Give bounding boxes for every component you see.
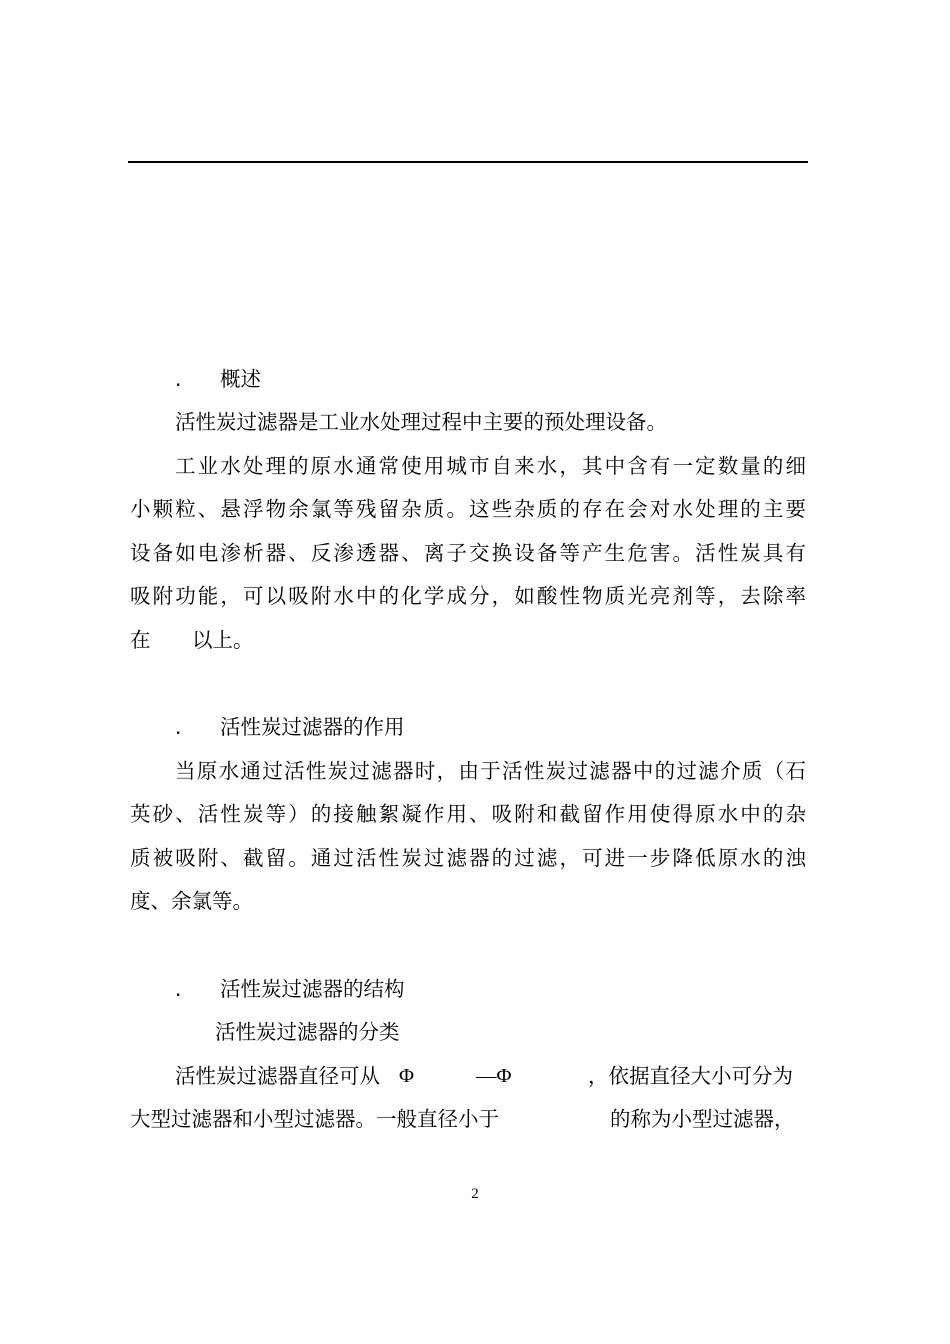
section-2-paragraph-line-4: 度、余氯等。 (130, 889, 253, 913)
section-3-line-2b: 的称为小型过滤器， (610, 1107, 795, 1131)
section-1-paragraph-2-line-5b: 以上。 (192, 628, 254, 652)
section-1-marker: . (175, 367, 182, 391)
section-2-marker: . (175, 715, 182, 739)
section-1-paragraph-2-line-4: 吸附功能，可以吸附水中的化学成分，如酸性物质光亮剂等，去除率 (130, 584, 806, 608)
section-3-marker: . (175, 977, 182, 1001)
section-3-heading: 活性炭过滤器的结构 (220, 977, 405, 1001)
section-1-paragraph-2-line-2: 小颗粒、悬浮物余氯等残留杂质。这些杂质的存在会对水处理的主要 (130, 497, 806, 521)
page-number: 2 (471, 1186, 479, 1202)
section-2-paragraph-line-2: 英砂、活性炭等）的接触絮凝作用、吸附和截留作用使得原水中的杂 (130, 802, 806, 826)
section-3-subheading: 活性炭过滤器的分类 (215, 1020, 400, 1044)
section-3-line-2a: 大型过滤器和小型过滤器。一般直径小于 (130, 1107, 499, 1131)
section-1-paragraph-2-line-3: 设备如电渗析器、反渗透器、离子交换设备等产生危害。活性炭具有 (130, 541, 806, 565)
section-3-line-1a: 活性炭过滤器直径可从 (175, 1064, 380, 1088)
section-2-paragraph-line-1: 当原水通过活性炭过滤器时，由于活性炭过滤器中的过滤介质（石 (175, 759, 806, 783)
section-1-paragraph-1: 活性炭过滤器是工业水处理过程中主要的预处理设备。 (175, 410, 667, 434)
section-2-paragraph-line-3: 质被吸附、截留。通过活性炭过滤器的过滤，可进一步降低原水的浊 (130, 846, 806, 870)
section-1-heading: 概述 (220, 367, 261, 391)
section-1-paragraph-2-line-1: 工业水处理的原水通常使用城市自来水，其中含有一定数量的细 (175, 454, 806, 478)
header-rule (128, 161, 808, 163)
section-1-paragraph-2-line-5a: 在 (130, 628, 151, 652)
section-2-heading: 活性炭过滤器的作用 (220, 715, 405, 739)
section-3-line-1-phi-1: Φ (399, 1065, 414, 1087)
section-3-line-1b: ，依据直径大小可分为 (588, 1064, 793, 1088)
section-3-line-1-dash-phi: —Φ (476, 1065, 512, 1087)
